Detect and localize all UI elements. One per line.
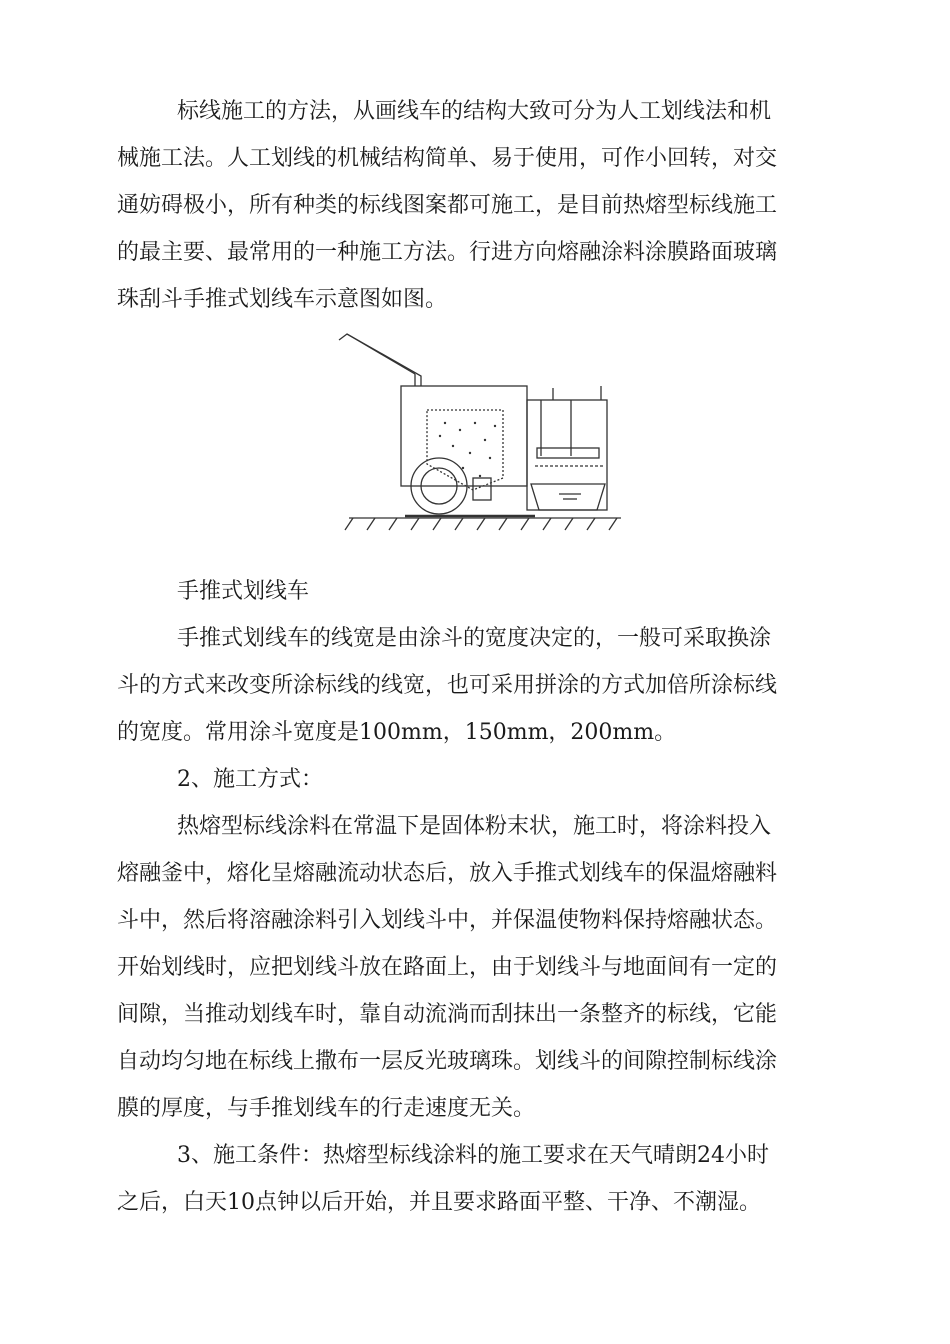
handle-bar: [339, 334, 421, 386]
text-line: 斗的方式来改变所涂标线的线宽，也可采用拼涂的方式加倍所涂标线: [117, 673, 778, 698]
section-2-heading: [117, 756, 837, 803]
hopper-body: [401, 386, 527, 486]
intro-paragraph: [117, 88, 837, 323]
text-line: 之后，白天10点钟以后开始，并且要求路面平整、干净、不潮湿。: [117, 1190, 761, 1215]
text-line: 通妨碍极小，所有种类的标线图案都可施工，是目前热熔型标线施工: [117, 193, 778, 218]
text-line: 的宽度。常用涂斗宽度是100mm，150mm，200mm。: [117, 720, 677, 745]
scraper-plate: [537, 448, 599, 458]
text-line: 械施工法。人工划线的机械结构简单、易于使用，可作小回转，对交: [117, 146, 778, 171]
width-paragraph: [117, 615, 837, 756]
text-line: 斗中，然后将溶融涂料引入划线斗中，并保温使物料保持熔融状态。: [117, 908, 778, 933]
figure-caption: 手推式划线车: [177, 579, 310, 604]
text-line: 3、施工条件：热熔型标线涂料的施工要求在天气晴朗24小时: [177, 1143, 769, 1168]
text-line: 自动均匀地在标线上撒布一层反光玻璃珠。划线斗的间隙控制标线涂: [117, 1049, 778, 1074]
conditions-paragraph: [117, 1132, 837, 1226]
text-line: 珠刮斗手推式划线车示意图如图。: [117, 287, 448, 312]
heading-text: 2、施工方式：: [177, 767, 323, 792]
text-line: 开始划线时，应把划线斗放在路面上，由于划线斗与地面间有一定的: [117, 955, 778, 980]
text-line: 热熔型标线涂料在常温下是固体粉末状，施工时，将涂料投入: [177, 814, 772, 839]
text-line: 标线施工的方法，从画线车的结构大致可分为人工划线法和机: [177, 99, 772, 124]
text-line: 膜的厚度，与手推划线车的行走速度无关。: [117, 1096, 536, 1121]
ground-hatch: [345, 518, 617, 530]
text-line: 的最主要、最常用的一种施工方法。行进方向熔融涂料涂膜路面玻璃: [117, 240, 778, 265]
method-paragraph: [117, 803, 837, 1132]
text-line: 手推式划线车的线宽是由涂斗的宽度决定的，一般可采取换涂: [177, 626, 772, 651]
glass-bead-tray: [531, 484, 605, 510]
text-line: 熔融釜中，熔化呈熔融流动状态后，放入手推式划线车的保温熔融料: [117, 861, 778, 886]
text-line: 间隙，当推动划线车时，靠自动流淌而刮抹出一条整齐的标线，它能: [117, 1002, 778, 1027]
line-marking-cart-diagram: [335, 328, 625, 548]
